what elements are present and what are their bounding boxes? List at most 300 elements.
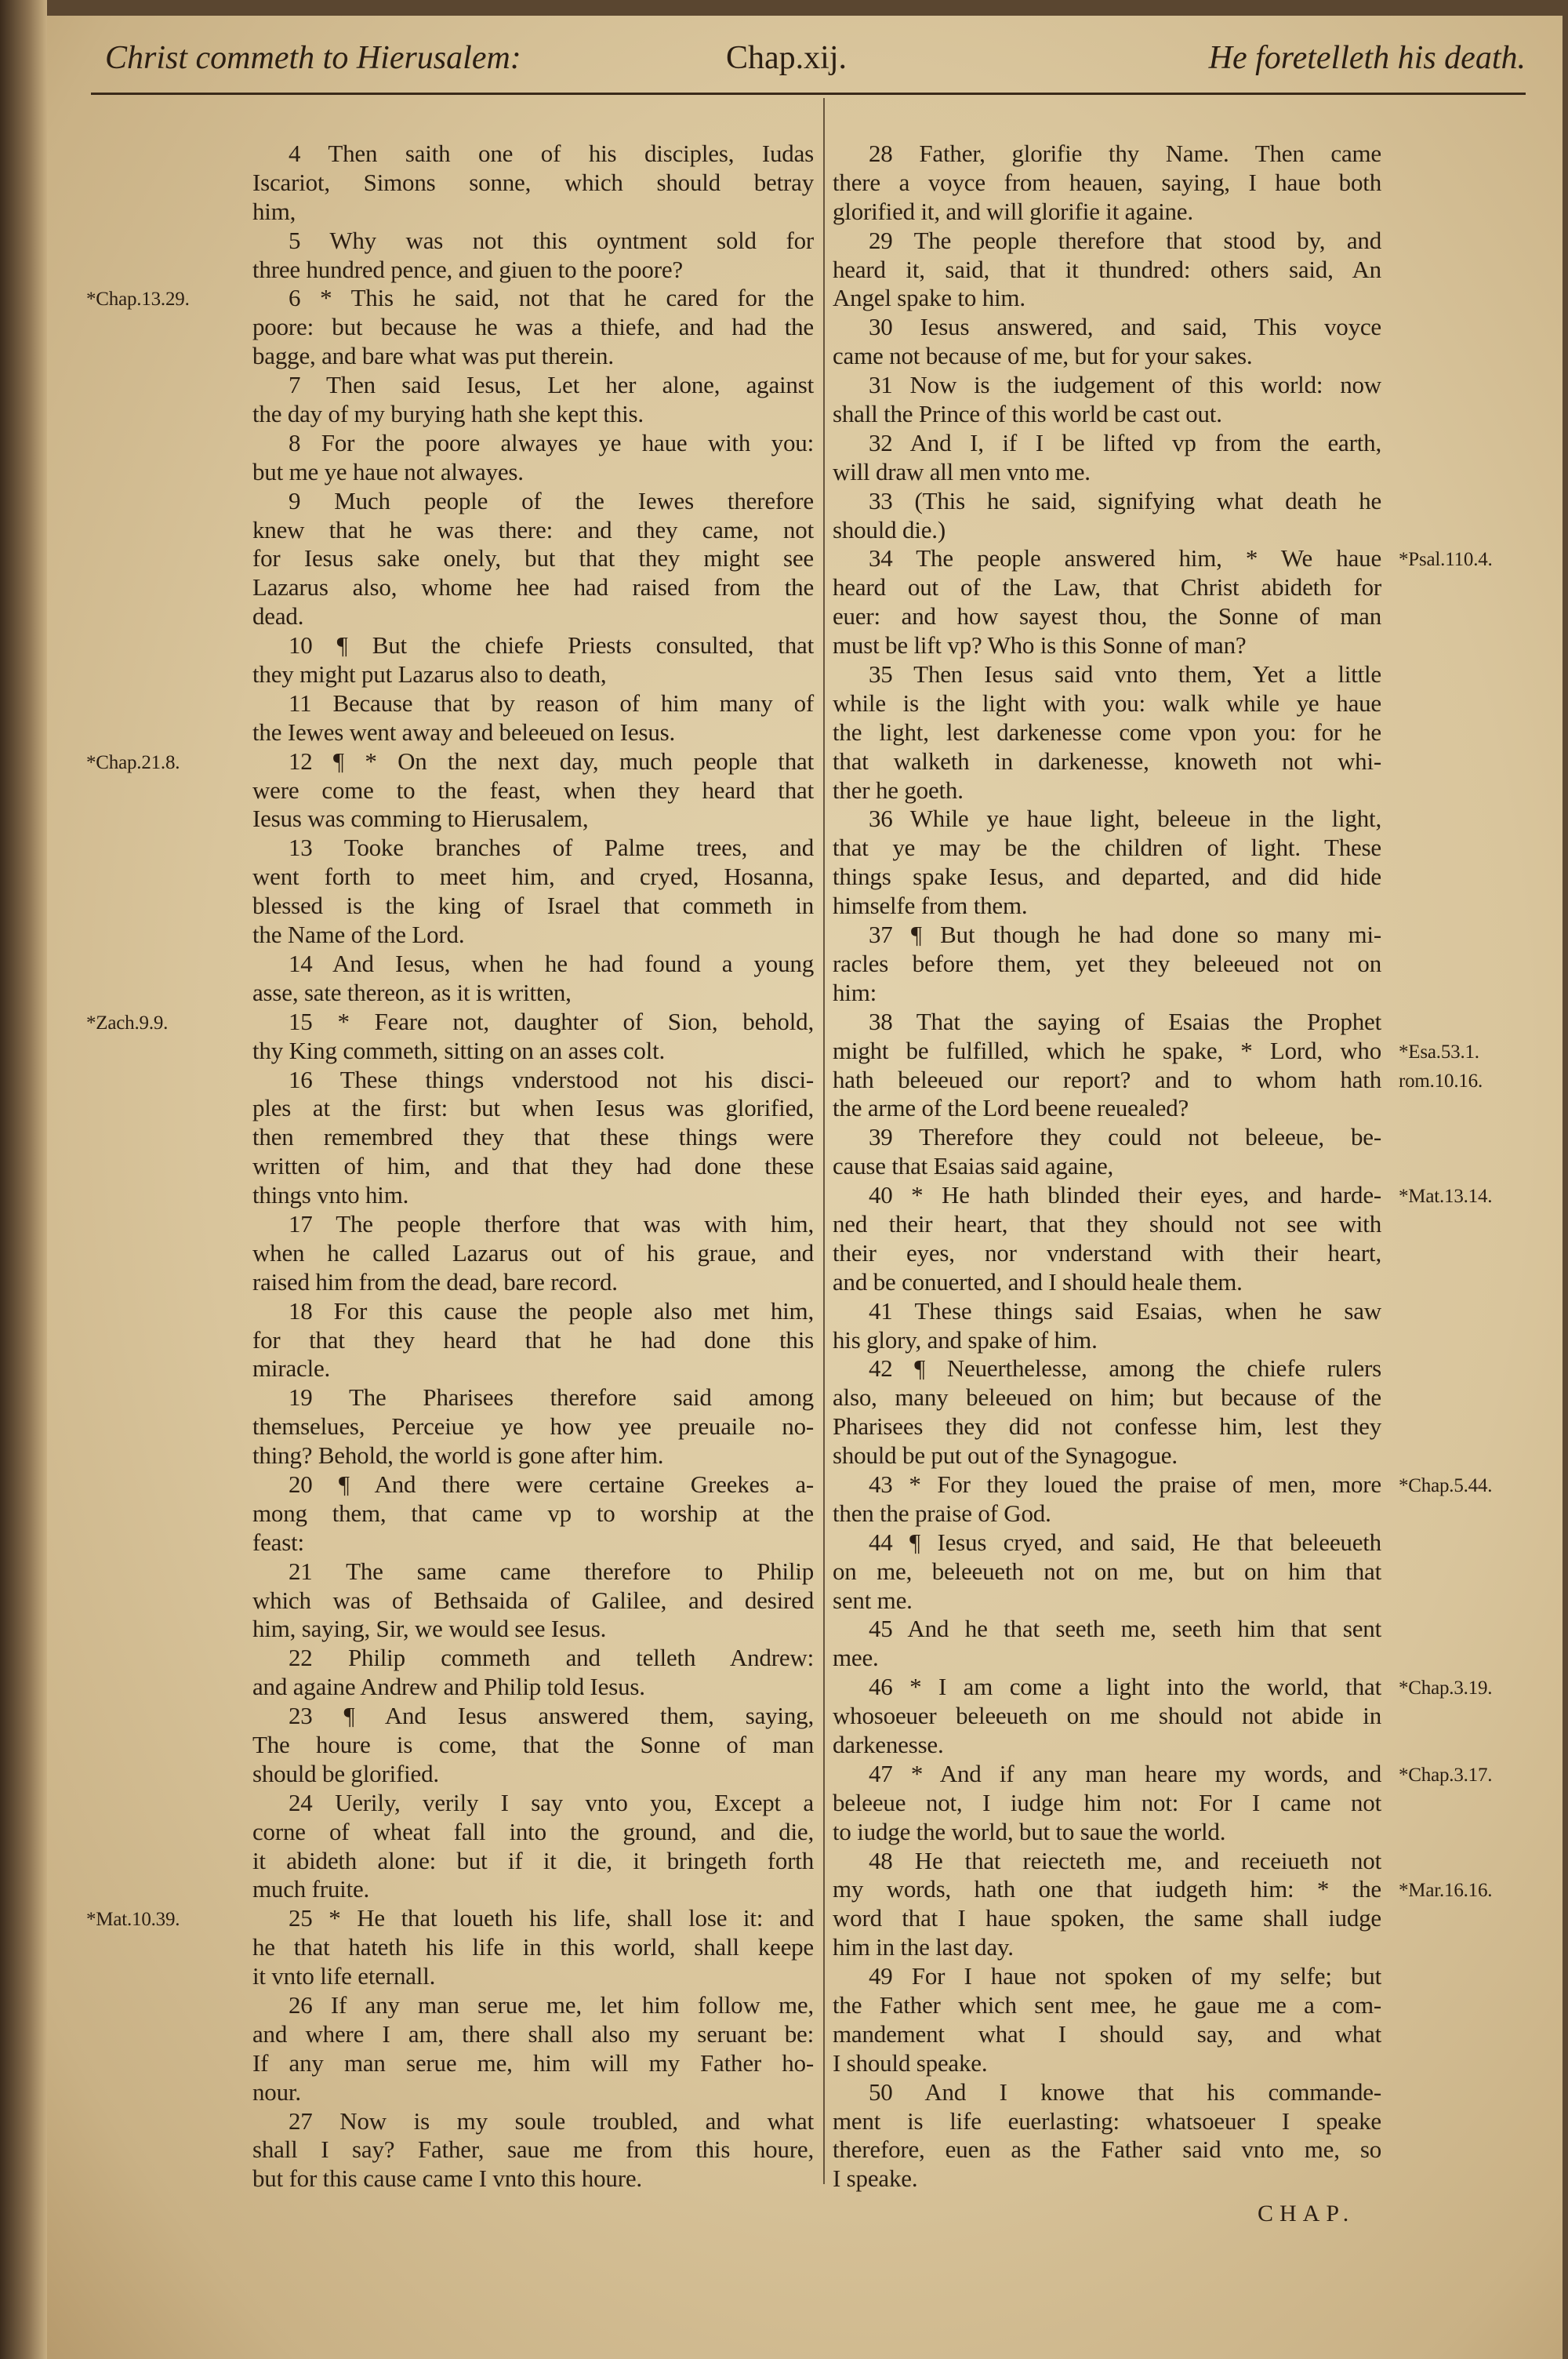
verse-line [252, 1297, 814, 1326]
verse-line [252, 1991, 814, 2020]
verse-text: when he called Lazarus out of his graue, and [252, 1238, 814, 1267]
verse-line [833, 1644, 1381, 1673]
verse-line [833, 1933, 1381, 1962]
verse-text: 46 * I am come a light into the world, that [869, 1673, 1381, 1701]
verse-line [252, 1326, 814, 1355]
verse-line [252, 1587, 814, 1616]
verse-line [252, 1441, 814, 1470]
verse-text: ned their heart, that they should not see with [833, 1209, 1381, 1238]
verse-text: 23 ¶ And Iesus answered them, saying, [289, 1702, 814, 1730]
verse-text: 17 The people therfore that was with him, [289, 1209, 814, 1238]
verse-line [833, 1036, 1479, 1066]
verse-line [252, 1181, 814, 1210]
verse-text: shall the Prince of this world be cast out. [833, 400, 1222, 428]
verse-text: 36 While ye haue light, beleeue in the light, [869, 805, 1381, 833]
verse-text: asse, sate thereon, as it is written, [252, 978, 572, 1006]
verse-line [252, 1673, 814, 1702]
verse-text: 40 * He hath blinded their eyes, and harde- [869, 1181, 1381, 1209]
verse-text: him: [833, 978, 877, 1006]
verse-line [833, 2165, 1381, 2194]
verse-text: 18 For this cause the people also met him, [289, 1296, 814, 1325]
margin-cross-reference: *Mar.16.16. [1399, 1880, 1493, 1902]
verse-line [833, 1615, 1381, 1644]
verse-text: 48 He that reiecteth me, and receiueth not [869, 1846, 1381, 1874]
verse-text: ment is life euerlasting: whatsoeuer I speake [833, 2106, 1381, 2135]
verse-line [833, 718, 1381, 747]
verse-line [252, 198, 814, 227]
verse-text: three hundred pence, and giuen to the poore? [252, 255, 683, 283]
verse-line [833, 487, 1381, 516]
verse-text: but for this cause came I vnto this houre. [252, 2165, 642, 2193]
verse-text: 24 Uerily, verily I say vnto you, Except a [289, 1788, 814, 1816]
verse-text: 50 And I knowe that his commande- [869, 2077, 1381, 2106]
verse-text: glorified it, and will glorifie it againe. [833, 197, 1193, 225]
verse-line [833, 1065, 1483, 1095]
verse-line [833, 1210, 1381, 1239]
verse-line [833, 458, 1381, 487]
verse-line [833, 284, 1381, 313]
verse-line [833, 1441, 1381, 1470]
verse-line [252, 169, 814, 198]
verse-text: I should speake. [833, 2048, 988, 2077]
verse-text: written of him, and that they had done these [252, 1152, 814, 1180]
verse-line [833, 1789, 1381, 1818]
verse-line [833, 1008, 1381, 1037]
margin-cross-reference: *Chap.21.8. [86, 751, 180, 773]
margin-cross-reference: rom.10.16. [1399, 1070, 1483, 1092]
verse-text: 27 Now is my soule troubled, and what [289, 2106, 814, 2135]
verse-text: 26 If any man serue me, let him follow me, [289, 1991, 814, 2019]
verse-text: were come to the feast, when they heard that [252, 776, 814, 804]
verse-text: it abideth alone: but if it die, it bringeth forth [252, 1846, 814, 1874]
verse-text: shall I say? Father, saue me from this houre, [252, 2135, 814, 2164]
verse-line [252, 1499, 814, 1528]
verse-text: then the praise of God. [833, 1499, 1051, 1527]
margin-cross-reference: *Zach.9.9. [86, 1012, 169, 1034]
verse-line [252, 1789, 814, 1818]
verse-line [833, 689, 1381, 718]
verse-text: 19 The Pharisees therefore said among [289, 1383, 814, 1412]
verse-text: raised him from the dead, bare record. [252, 1267, 618, 1296]
verse-text: darkenesse. [833, 1730, 944, 1758]
verse-text: then remembred they that these things were [252, 1123, 814, 1151]
verse-line [833, 1759, 1493, 1789]
verse-text: 16 These things vnderstood not his disci- [289, 1065, 814, 1093]
verse-text: dead. [252, 602, 304, 631]
verse-text: Angel spake to him. [833, 284, 1025, 312]
verse-text: 8 For the poore alwayes ye haue with you: [289, 428, 814, 456]
verse-line [833, 573, 1381, 602]
verse-text: himselfe from them. [833, 892, 1028, 920]
verse-line [833, 1152, 1381, 1181]
verse-text: for Iesus sake onely, but that they might see [252, 544, 814, 572]
verse-text: 29 The people therefore that stood by, and [869, 226, 1381, 254]
verse-text: If any man serue me, him will my Father ho- [252, 2048, 814, 2077]
verse-text: 4 Then saith one of his disciples, Iudas [289, 140, 814, 167]
verse-line [833, 1558, 1381, 1587]
verse-text: 41 These things said Esaias, when he saw [869, 1296, 1381, 1325]
verse-line [252, 256, 814, 285]
verse-text: 38 That the saying of Esaias the Prophet [869, 1007, 1381, 1035]
verse-line [252, 631, 814, 660]
margin-cross-reference: *Psal.110.4. [1399, 549, 1493, 571]
verse-text: mong them, that came vp to worship at the [252, 1499, 814, 1527]
verse-line [833, 1268, 1381, 1297]
verse-text: cause that Esaias said againe, [833, 1152, 1114, 1180]
verse-line [252, 1383, 814, 1412]
verse-line [252, 1558, 814, 1587]
verse-line [252, 718, 814, 747]
verse-text: the Name of the Lord. [252, 921, 465, 949]
verse-text: ther he goeth. [833, 776, 964, 804]
verse-line [833, 1123, 1381, 1152]
verse-line [833, 1412, 1381, 1441]
verse-line [833, 950, 1381, 979]
verse-line [252, 1818, 814, 1847]
verse-line [833, 198, 1381, 227]
verse-text: 7 Then said Iesus, Let her alone, against [289, 371, 814, 399]
verse-line [833, 2078, 1381, 2107]
verse-line [252, 227, 814, 256]
verse-text: will draw all men vnto me. [833, 457, 1091, 485]
verse-text: to iudge the world, but to saue the world. [833, 1817, 1226, 1845]
verse-text: therefore, euen as the Father said vnto me, so [833, 2135, 1381, 2164]
verse-text: Iscariot, Simons sonne, which should betray [252, 168, 814, 196]
verse-line [252, 573, 814, 602]
verse-text: mee. [833, 1644, 879, 1672]
verse-line [833, 1470, 1493, 1499]
verse-text: they might put Lazarus also to death, [252, 660, 607, 689]
verse-text: my words, hath one that iudgeth him: * the [833, 1875, 1381, 1903]
verse-text: things vnto him. [252, 1181, 409, 1209]
verse-text: beleeue not, I iudge him not: For I came not [833, 1788, 1381, 1816]
verse-text: while is the light with you: walk while ye haue [833, 689, 1381, 717]
verse-line [833, 1962, 1381, 1991]
verse-line [833, 516, 1381, 545]
verse-text: The houre is come, that the Sonne of man [252, 1730, 814, 1758]
verse-line [86, 747, 814, 776]
verse-line [833, 371, 1381, 400]
verse-line [252, 400, 814, 429]
verse-text: 9 Much people of the Iewes therefore [289, 486, 814, 514]
verse-line [833, 660, 1381, 689]
verse-line [833, 631, 1381, 660]
verse-text: him, [252, 197, 296, 225]
verse-line [252, 1962, 814, 1991]
verse-text: 49 For I haue not spoken of my selfe; but [869, 1962, 1381, 1990]
column-divider [823, 98, 825, 2184]
verse-line [252, 1094, 814, 1123]
verse-text: heard out of the Law, that Christ abideth for [833, 573, 1381, 602]
verse-text: 33 (This he said, signifying what death he [869, 486, 1381, 514]
verse-text: that ye may be the children of light. These [833, 834, 1381, 862]
verse-line [833, 1818, 1381, 1847]
verse-text: his glory, and spake of him. [833, 1325, 1098, 1354]
verse-line [833, 2135, 1381, 2165]
verse-text: thy King commeth, sitting on an asses colt. [252, 1036, 666, 1064]
verse-line [833, 834, 1381, 863]
verse-line [833, 2049, 1381, 2078]
verse-text: should be put out of the Synagogue. [833, 1441, 1178, 1470]
verse-text: should die.) [833, 515, 946, 543]
verse-line [833, 1326, 1381, 1355]
verse-line [86, 1904, 814, 1933]
verse-line [833, 544, 1493, 573]
verse-text: on me, beleeueth not on me, but on him that [833, 1557, 1381, 1585]
verse-text: hath beleeued our report? and to whom hath [833, 1065, 1381, 1093]
verse-line [833, 1181, 1493, 1210]
verse-line [86, 284, 814, 313]
verse-line [252, 1268, 814, 1297]
verse-line [833, 1239, 1381, 1268]
verse-line [833, 169, 1381, 198]
verse-line [252, 429, 814, 458]
verse-line [833, 1673, 1493, 1702]
verse-text: must be lift vp? Who is this Sonne of man? [833, 631, 1247, 660]
verse-line [833, 921, 1381, 950]
verse-text: miracle. [252, 1354, 331, 1383]
verse-text: 21 The same came therefore to Philip [289, 1557, 814, 1585]
verse-text: the Iewes went away and beleeued on Iesus. [252, 718, 676, 746]
verse-line [252, 2020, 814, 2049]
verse-line [252, 1123, 814, 1152]
verse-text: should be glorified. [252, 1759, 439, 1787]
verse-text: 6 * This he said, not that he cared for the [289, 284, 814, 312]
verse-line [252, 1760, 814, 1789]
verse-line [252, 313, 814, 342]
verse-text: feast: [252, 1528, 304, 1556]
verse-text: 25 * He that loueth his life, shall lose it: and [289, 1904, 814, 1932]
verse-text: ples at the first: but when Iesus was glorified, [252, 1094, 814, 1122]
verse-line [252, 1412, 814, 1441]
verse-line [252, 1847, 814, 1876]
verse-line [252, 921, 814, 950]
verse-text: mandement what I should say, and what [833, 2019, 1381, 2048]
verse-line [833, 1904, 1381, 1933]
verse-text: I speake. [833, 2165, 918, 2193]
verse-line [833, 2107, 1381, 2136]
margin-cross-reference: *Chap.3.17. [1399, 1764, 1493, 1786]
verse-line [833, 1991, 1381, 2020]
verse-line [252, 1731, 814, 1760]
verse-text: but me ye haue not alwayes. [252, 457, 524, 485]
verse-text: 45 And he that seeth me, seeth him that sent [869, 1615, 1381, 1643]
verse-line [252, 1470, 814, 1499]
margin-cross-reference: *Mat.13.14. [1399, 1186, 1493, 1208]
verse-line [252, 140, 814, 169]
verse-line [252, 660, 814, 689]
margin-cross-reference: *Chap.13.29. [86, 289, 190, 311]
verse-text: 39 Therefore they could not beleeue, be- [869, 1123, 1381, 1151]
verse-text: the Father which sent mee, he gaue me a com- [833, 1991, 1381, 2019]
verse-text: for that they heard that he had done this [252, 1325, 814, 1354]
verse-text: 34 The people answered him, * We haue [869, 544, 1381, 572]
verse-line [833, 1354, 1381, 1383]
verse-line [833, 1731, 1381, 1760]
verse-line [252, 487, 814, 516]
verse-line [833, 1587, 1381, 1616]
verse-text: things spake Iesus, and departed, and did hide [833, 863, 1381, 891]
verse-text: went forth to meet him, and cryed, Hosanna, [252, 863, 814, 891]
verse-line [833, 1528, 1381, 1558]
verse-line [252, 2049, 814, 2078]
margin-cross-reference: *Chap.3.19. [1399, 1677, 1493, 1699]
running-header [91, 39, 1526, 94]
verse-text: the arme of the Lord beene reuealed? [833, 1094, 1189, 1122]
verse-line [252, 1066, 814, 1095]
verse-line [833, 747, 1381, 776]
verse-line [252, 544, 814, 573]
verse-text: it vnto life eternall. [252, 1962, 436, 1990]
verse-line [252, 2165, 814, 2194]
verse-text: 11 Because that by reason of him many of [289, 689, 814, 717]
chapter-heading: Chap.xij. [726, 40, 847, 76]
verse-text: 13 Tooke branches of Palme trees, and [289, 834, 814, 862]
verse-line [252, 1644, 814, 1673]
verse-line [833, 2020, 1381, 2049]
verse-text: poore: but because he was a thiefe, and had the [252, 313, 814, 341]
verse-line [833, 1297, 1381, 1326]
verse-text: racles before them, yet they beleeued not on [833, 949, 1381, 977]
verse-text: thing? Behold, the world is gone after him. [252, 1441, 664, 1470]
verse-line [833, 256, 1381, 285]
verse-text: 28 Father, glorifie thy Name. Then came [869, 140, 1381, 167]
verse-line [252, 1528, 814, 1558]
verse-text: might be fulfilled, which he spake, * Lord, who [833, 1036, 1381, 1064]
verse-text: that walketh in darkenesse, knoweth not whi- [833, 747, 1381, 775]
verse-text: he that hateth his life in this world, shall keepe [252, 1933, 814, 1961]
verse-line [833, 776, 1381, 805]
verse-text: which was of Bethsaida of Galilee, and desired [252, 1586, 814, 1614]
verse-text: and where I am, there shall also my seruant be: [252, 2019, 814, 2048]
verse-text: Pharisees they did not confesse him, lest they [833, 1412, 1381, 1441]
verse-text: him, saying, Sir, we would see Iesus. [252, 1615, 607, 1643]
verse-text: 30 Iesus answered, and said, This voyce [869, 313, 1381, 341]
verse-text: 31 Now is the iudgement of this world: now [869, 371, 1381, 399]
verse-line [833, 400, 1381, 429]
verse-text: 20 ¶ And there were certaine Greekes a- [289, 1470, 814, 1498]
verse-line [252, 1702, 814, 1731]
verse-line [252, 805, 814, 834]
verse-text: euer: and how sayest thou, the Sonne of man [833, 602, 1381, 631]
header-right-title: He foretelleth his death. [1208, 40, 1526, 76]
verse-text: also, many beleeued on him; but because of the [833, 1383, 1381, 1412]
verse-line [252, 1933, 814, 1962]
verse-text: sent me. [833, 1586, 913, 1614]
margin-cross-reference: *Chap.5.44. [1399, 1474, 1493, 1496]
verse-line [833, 140, 1381, 169]
verse-text: their eyes, nor vnderstand with their heart, [833, 1238, 1381, 1267]
verse-line [833, 1875, 1493, 1904]
verse-text: the day of my burying hath she kept this. [252, 400, 644, 428]
verse-line [252, 516, 814, 545]
margin-cross-reference: *Esa.53.1. [1399, 1041, 1479, 1063]
verse-text: and againe Andrew and Philip told Iesus. [252, 1673, 645, 1701]
verse-text: blessed is the king of Israel that commeth in [252, 892, 814, 920]
verse-line [833, 863, 1381, 892]
verse-text: 35 Then Iesus said vnto them, Yet a little [869, 660, 1381, 689]
verse-line [252, 1210, 814, 1239]
verse-text: 10 ¶ But the chiefe Priests consulted, that [289, 631, 814, 660]
verse-line [833, 805, 1381, 834]
verse-line [252, 863, 814, 892]
verse-line [833, 342, 1381, 371]
verse-text: came not because of me, but for your sakes. [833, 342, 1253, 370]
verse-line [833, 1499, 1381, 1528]
verse-line [833, 1094, 1381, 1123]
verse-line [252, 458, 814, 487]
verse-text: bagge, and bare what was put therein. [252, 342, 614, 370]
verse-text: heard it, said, that it thundred: others said, An [833, 255, 1381, 283]
verse-text: 5 Why was not this oyntment sold for [289, 226, 814, 254]
verse-text: knew that he was there: and they came, not [252, 515, 814, 543]
verse-line [252, 1354, 814, 1383]
right-column [833, 140, 1493, 2194]
verse-text: 14 And Iesus, when he had found a young [289, 949, 814, 977]
verse-line [833, 602, 1381, 631]
verse-text: 22 Philip commeth and telleth Andrew: [289, 1644, 814, 1672]
verse-line [252, 979, 814, 1008]
verse-line [86, 1007, 814, 1037]
verse-line [252, 602, 814, 631]
verse-line [833, 429, 1381, 458]
verse-line [833, 979, 1381, 1008]
verse-text: nour. [252, 2077, 301, 2106]
verse-line [252, 892, 814, 921]
verse-text: corne of wheat fall into the ground, and die, [252, 1817, 814, 1845]
verse-line [252, 1152, 814, 1181]
verse-line [833, 227, 1381, 256]
verse-text: and be conuerted, and I should heale them. [833, 1267, 1243, 1296]
verse-line [252, 1239, 814, 1268]
verse-line [252, 1037, 814, 1066]
verse-line [252, 371, 814, 400]
verse-line [833, 313, 1381, 342]
verse-text: 47 * And if any man heare my words, and [869, 1759, 1381, 1787]
verse-text: 44 ¶ Iesus cryed, and said, He that beleeueth [869, 1528, 1381, 1556]
verse-line [252, 2078, 814, 2107]
verse-text: 15 * Feare not, daughter of Sion, behold, [289, 1007, 814, 1035]
left-column [86, 140, 814, 2194]
verse-line [252, 2135, 814, 2165]
verse-line [833, 1702, 1381, 1731]
verse-line [252, 1875, 814, 1904]
book-binding [0, 0, 47, 2359]
verse-text: 42 ¶ Neuerthelesse, among the chiefe rulers [869, 1354, 1381, 1383]
verse-text: 12 ¶ * On the next day, much people that [289, 747, 814, 775]
verse-line [252, 776, 814, 805]
verse-line [833, 1847, 1381, 1876]
margin-cross-reference: *Mat.10.39. [86, 1909, 180, 1931]
verse-line [252, 1615, 814, 1644]
verse-text: much fruite. [252, 1875, 370, 1903]
verse-line [252, 689, 814, 718]
header-left-title: Christ commeth to Hierusalem: [105, 40, 521, 76]
verse-line [252, 950, 814, 979]
verse-text: word that I haue spoken, the same shall iudge [833, 1904, 1381, 1932]
verse-line [252, 342, 814, 371]
verse-text: whosoeuer beleeueth on me should not abide in [833, 1702, 1381, 1730]
verse-text: themselues, Perceiue ye how yee preuaile no- [252, 1412, 814, 1441]
verse-text: him in the last day. [833, 1933, 1014, 1961]
verse-line [833, 892, 1381, 921]
verse-text: the light, lest darkenesse come vpon you: for he [833, 718, 1381, 746]
verse-text: 43 * For they loued the praise of men, more [869, 1470, 1381, 1498]
verse-line [252, 2107, 814, 2136]
header-rule [91, 93, 1526, 95]
verse-line [833, 1383, 1381, 1412]
verse-text: Iesus was comming to Hierusalem, [252, 805, 589, 833]
